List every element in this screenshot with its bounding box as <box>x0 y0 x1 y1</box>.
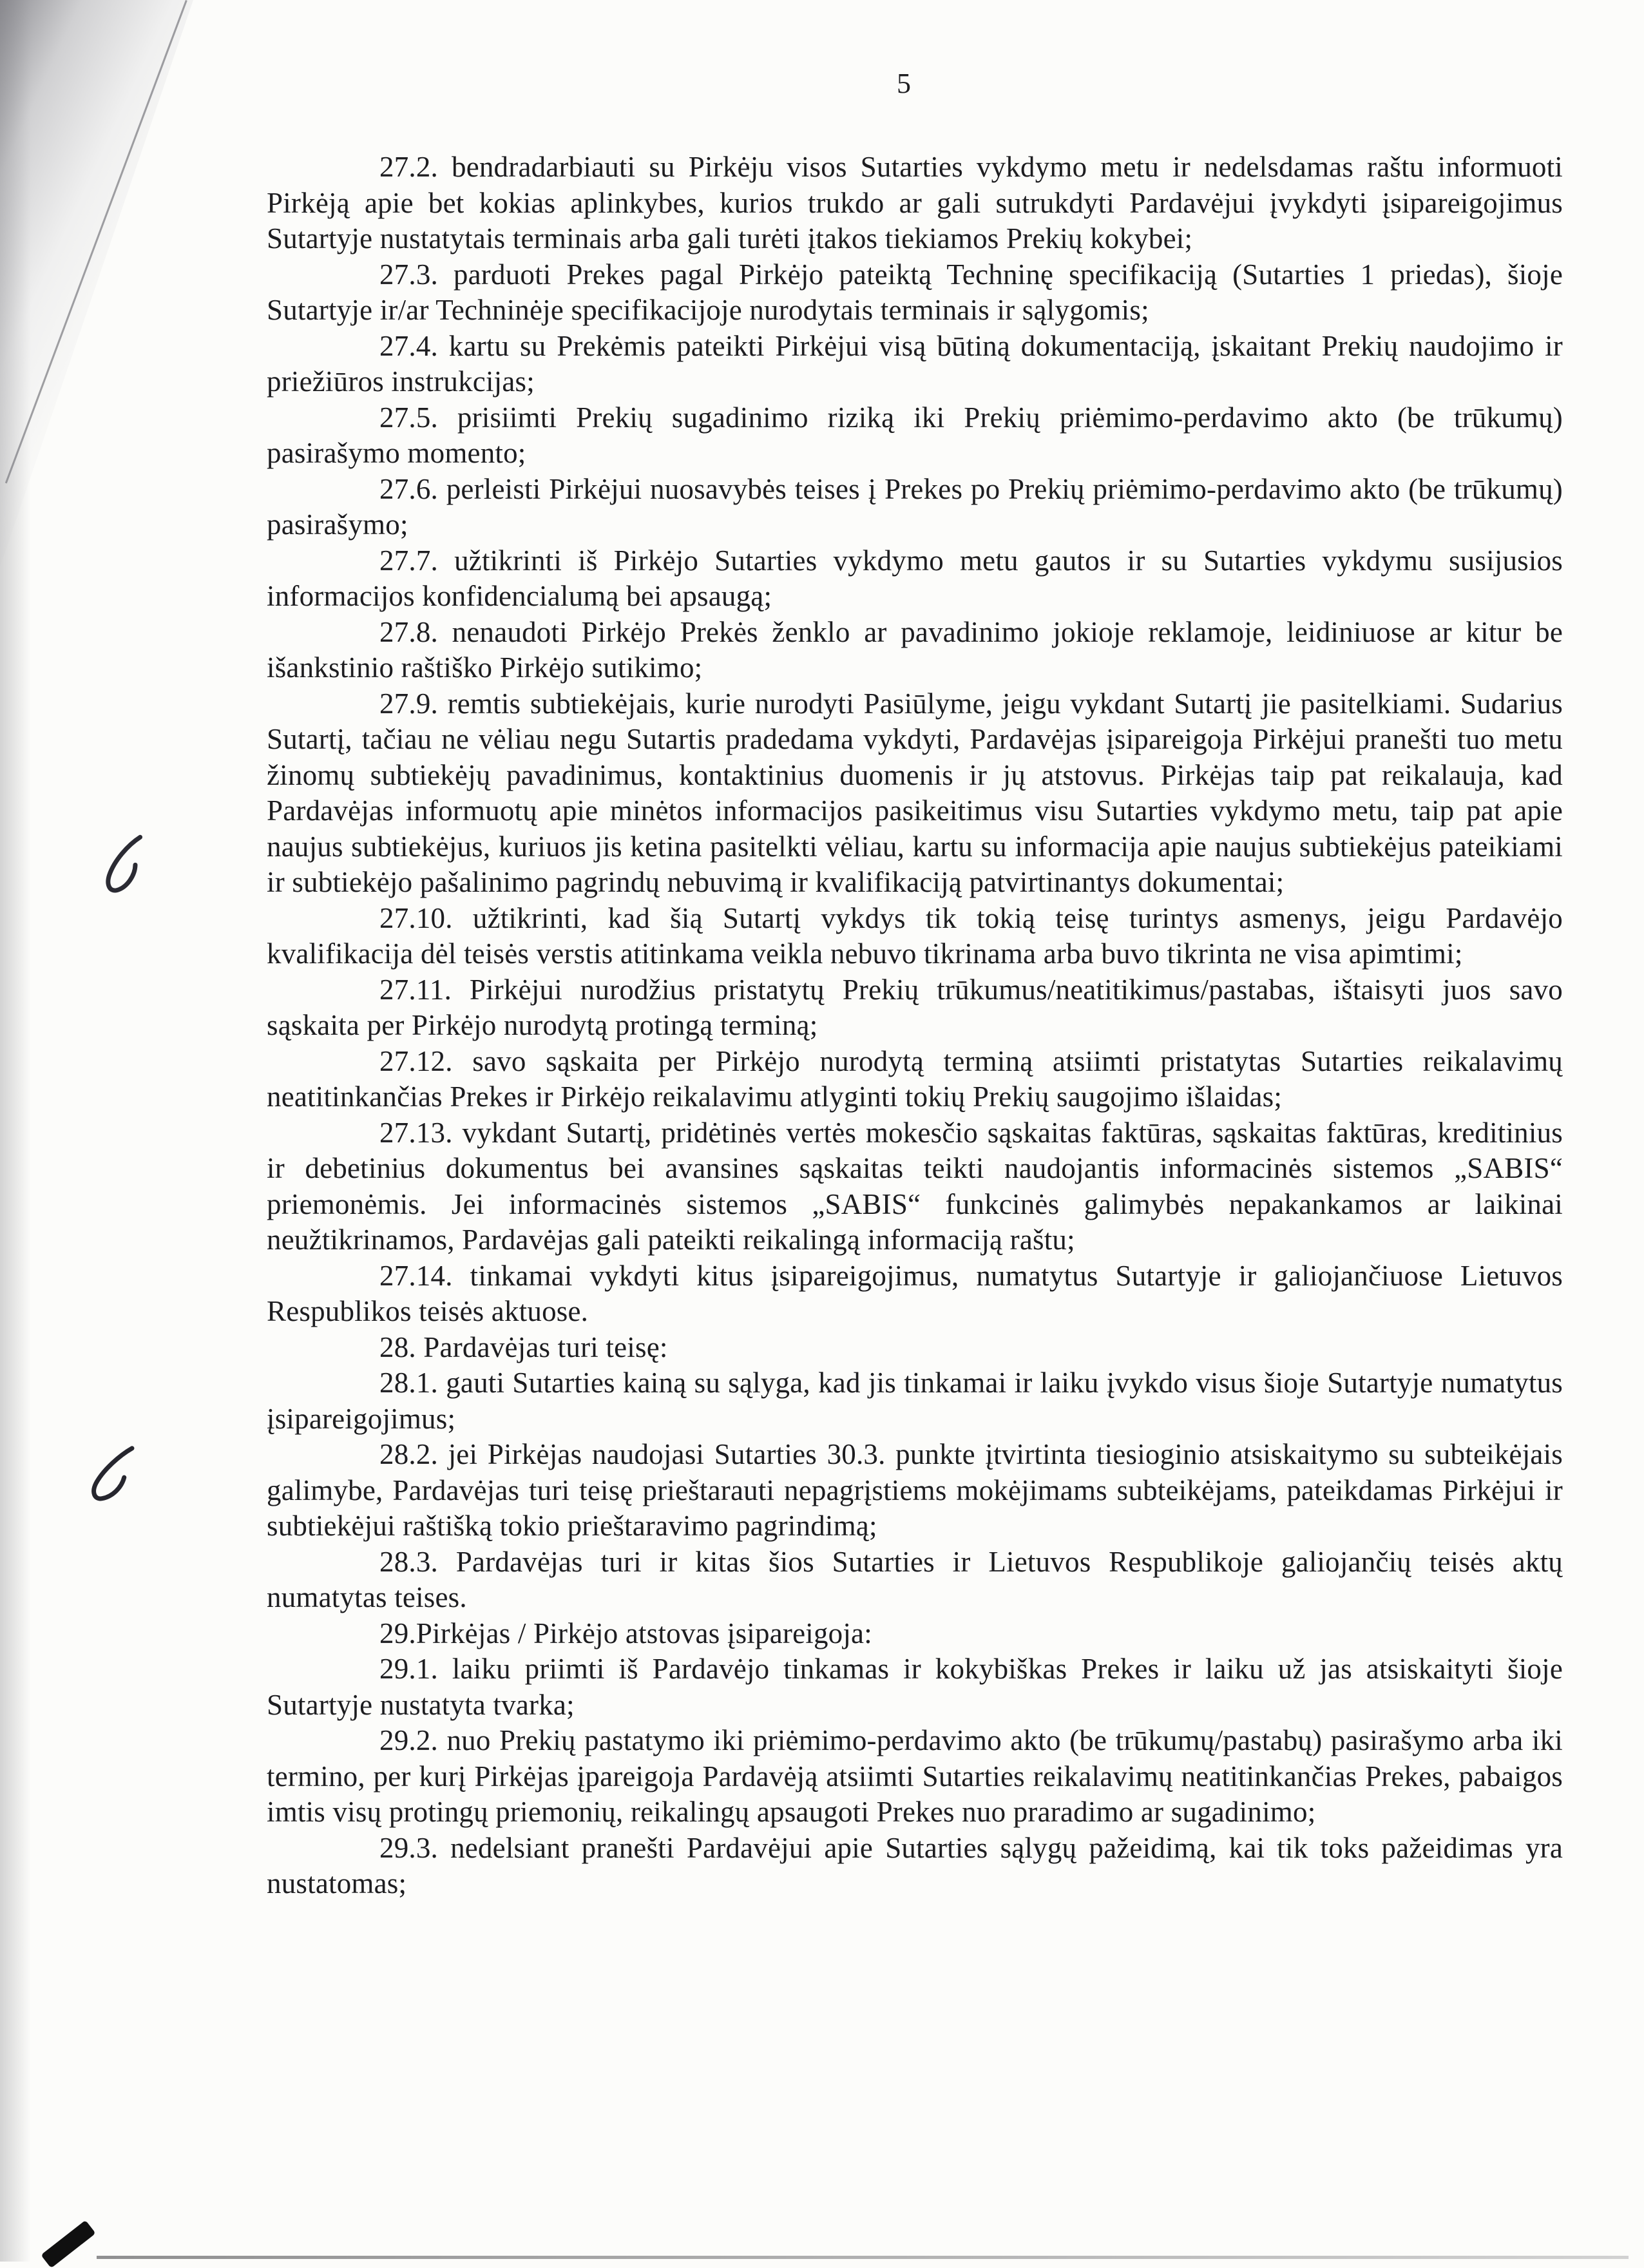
contract-clause: 27.2. bendradarbiauti su Pirkėju visos Sutarties vykdymo metu ir nedelsdamas raštu informuoti Pirkėją apie bet kokias aplinkybes, kurios trukdo ar gali sutrukdyti Pardavėjui įvykdyti įsipareigojimus Sutartyje nustatytais terminais arba gali turėti įtakos tiekiamos Prekių kokybei; <box>267 151 1563 255</box>
contract-clause: 27.10. užtikrinti, kad šią Sutartį vykdys tik tokią teisę turintys asmenys, jeigu Pardavėjo kvalifikacija dėl teisės verstis atitinkama veikla nebuvo tikrinama arba buvo tikrinta ne visa apimtimi; <box>267 901 1563 970</box>
scan-bottom-corner-mark <box>41 2220 95 2268</box>
scan-corner-fold <box>0 0 193 567</box>
contract-clause: 27.6. perleisti Pirkėjui nuosavybės teises į Prekes po Prekių priėmimo-perdavimo akto (be trūkumų) pasirašymo; <box>267 472 1563 541</box>
contract-clause: 29.2. nuo Prekių pastatymo iki priėmimo-perdavimo akto (be trūkumų/pastabų) pasirašymo arba iki termino, per kurį Pirkėjas įpareigoja Pardavėją atsiimti Sutarties reikalavimų neatitinkančias Prekes, pabaigos imtis visų protingų priemonių, reikalingų apsaugoti Prekes nuo praradimo ar sugadinimo; <box>267 1724 1563 1828</box>
contract-clause: 27.8. nenaudoti Pirkėjo Prekės ženklo ar pavadinimo jokioje reklamoje, leidiniuose ar kitur be išankstinio raštiško Pirkėjo sutikimo; <box>267 615 1563 684</box>
contract-clause: 27.14. tinkamai vykdyti kitus įsipareigojimus, numatytus Sutartyje ir galiojančiuose Lietuvos Respublikos teisės aktuose. <box>267 1259 1563 1327</box>
scan-edge-shadow-left <box>0 0 31 2262</box>
contract-clause: 29.Pirkėjas / Pirkėjo atstovas įsipareigoja: <box>379 1617 872 1649</box>
handwritten-mark-icon <box>92 829 158 901</box>
contract-clause: 28.2. jei Pirkėjas naudojasi Sutarties 30.3. punkte įtvirtinta tiesioginio atsiskaitymo su subteikėjais galimybe, Pardavėjas turi teisę prieštarauti nepagrįstiems mokėjimams subteikėjams, pateikdamas Pirkėjui ir subtiekėjui raštišką tokio prieštaravimo pagrindimą; <box>267 1438 1563 1542</box>
contract-clause: 28.3. Pardavėjas turi ir kitas šios Sutarties ir Lietuvos Respublikoje galiojančių teisės aktų numatytas teises. <box>267 1545 1563 1613</box>
scan-corner-crease-line <box>5 0 187 483</box>
scan-bottom-edge-line <box>97 2256 1629 2259</box>
contract-clause: 27.9. remtis subtiekėjais, kurie nurodyti Pasiūlyme, jeigu vykdant Sutartį jie pasitelkiami. Sudarius Sutartį, tačiau ne vėliau negu Sutartis pradedama vykdyti, Pardavėjas įsipareigoja Pirkėjui pranešti tuo metu žinomų subtiekėjų pavadinimus, kontaktinius duomenis ir jų atstovus. Pirkėjas taip pat reikalauja, kad Pardavėjas informuotų apie minėtos informacijos pasikeitimus visu Sutarties vykdymo metu, taip pat apie naujus subtiekėjus, kuriuos jis ketina pasitelkti vėliau, kartu su informacija apie naujus subtiekėjus pateikiami ir subtiekėjo pašalinimo pagrindų nebuvimą ir kvalifikaciją patvirtinantys dokumentai; <box>267 687 1563 898</box>
contract-clause: 28.1. gauti Sutarties kainą su sąlyga, kad jis tinkamai ir laiku įvykdo visus šioje Sutartyje numatytus įsipareigojimus; <box>267 1367 1563 1435</box>
contract-clause: 27.11. Pirkėjui nurodžius pristatytų Prekių trūkumus/neatitikimus/pastabas, ištaisyti juos savo sąskaita per Pirkėjo nurodytą protingą terminą; <box>267 973 1563 1041</box>
contract-clause: 29.3. nedelsiant pranešti Pardavėjui apie Sutarties sąlygų pažeidimą, kai tik toks pažeidimas yra nustatomas; <box>267 1831 1563 1899</box>
contract-clause: 29.1. laiku priimti iš Pardavėjo tinkamas ir kokybiškas Prekes ir laiku už jas atsiskaityti šioje Sutartyje nustatyta tvarka; <box>267 1653 1563 1721</box>
contract-clause: 27.13. vykdant Sutartį, pridėtinės vertės mokesčio sąskaitas faktūras, sąskaitas faktūras, kreditinius ir debetinius dokumentus bei avansines sąskaitas teikti naudojantis informacinės sistemos „SABIS“ priemonėmis. Jei informacinės sistemos „SABIS“ funkcinės galimybės nepakankamos ar laikinai neužtikrinamos, Pardavėjas gali pateikti reikalingą informaciją raštu; <box>267 1116 1563 1256</box>
page-number: 5 <box>897 68 911 99</box>
contract-clause: 27.5. prisiimti Prekių sugadinimo riziką iki Prekių priėmimo-perdavimo akto (be trūkumų) pasirašymo momento; <box>267 401 1563 469</box>
handwritten-mark-icon <box>83 1440 147 1510</box>
contract-clause: 27.12. savo sąskaita per Pirkėjo nurodytą terminą atsiimti pristatytas Sutarties reikalavimų neatitinkančias Prekes ir Pirkėjo reikalavimu atlyginti tokių Prekių saugojimo išlaidas; <box>267 1044 1563 1113</box>
contract-clause: 28. Pardavėjas turi teisę: <box>379 1331 668 1363</box>
contract-clause: 27.4. kartu su Prekėmis pateikti Pirkėjui visą būtiną dokumentaciją, įskaitant Prekių naudojimo ir priežiūros instrukcijas; <box>267 329 1563 398</box>
contract-clause: 27.3. parduoti Prekes pagal Pirkėjo pateiktą Techninę specifikaciją (Sutarties 1 priedas), šioje Sutartyje ir/ar Techninėje specifikacijoje nurodytais terminais ir sąlygomis; <box>267 258 1563 326</box>
document-body <box>267 149 1563 1902</box>
contract-clause: 27.7. užtikrinti iš Pirkėjo Sutarties vykdymo metu gautos ir su Sutarties vykdymu susijusios informacijos konfidencialumą bei apsaugą; <box>267 544 1563 612</box>
